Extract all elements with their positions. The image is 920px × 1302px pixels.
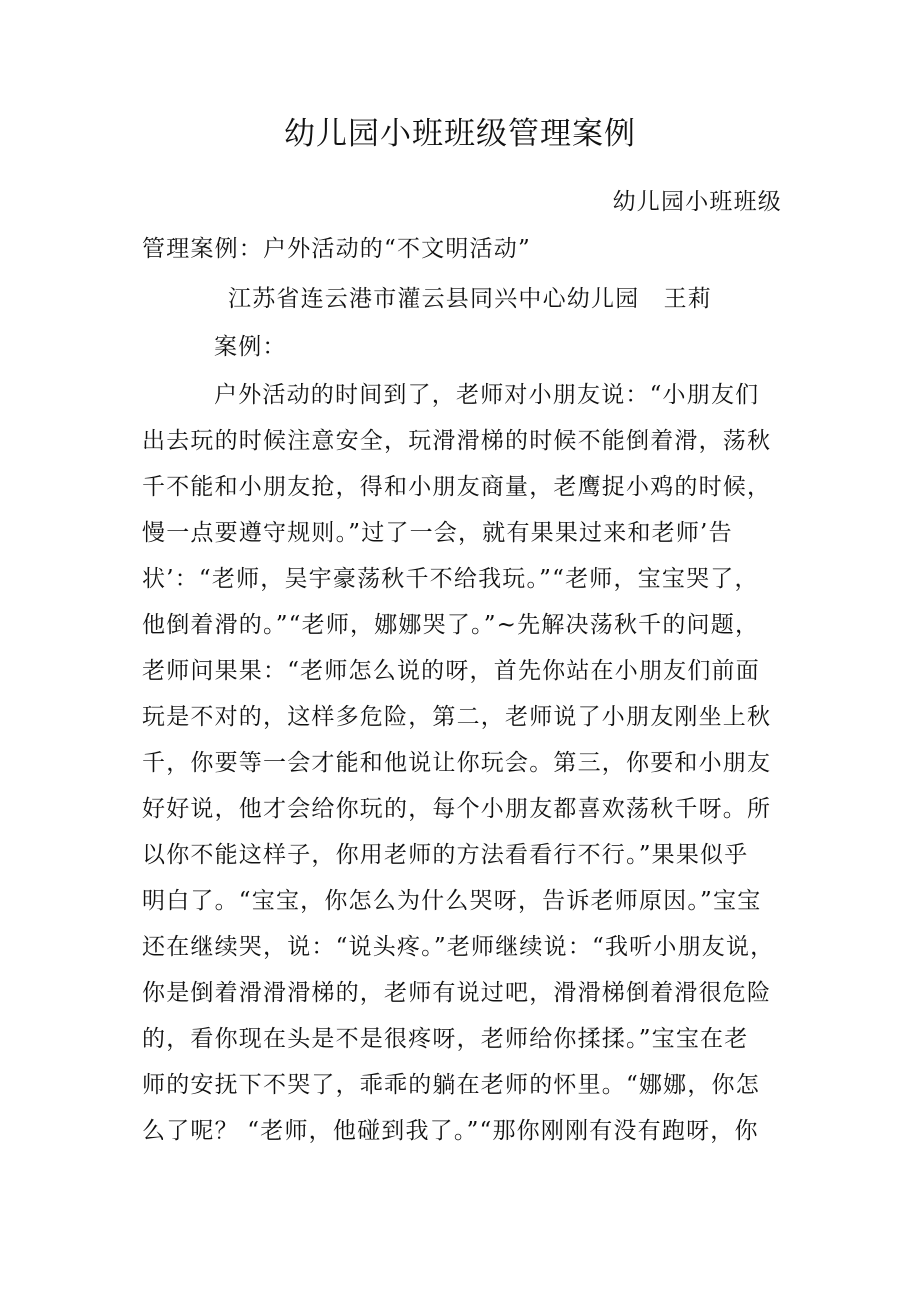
subtitle-right: 幼儿园小班班级 bbox=[612, 189, 782, 215]
body-line: 出去玩的时候注意安全，玩滑滑梯的时候不能倒着滑，荡秋 bbox=[142, 428, 772, 454]
body-line: 状’：“老师，吴宇豪荡秋千不给我玩。”“老师，宝宝哭了， bbox=[142, 566, 759, 592]
body-line: 么了呢？ “老师，他碰到我了。”“那你刚刚有没有跑呀，你 bbox=[142, 1118, 759, 1144]
subtitle-line: 管理案例：户外活动的“不文明活动” bbox=[142, 236, 531, 262]
body-line: 千不能和小朋友抢，得和小朋友商量，老鹰捉小鸡的时候， bbox=[142, 474, 772, 500]
body-line: 他倒着滑的。”“老师，娜娜哭了。”~先解决荡秋千的问题， bbox=[142, 612, 760, 638]
body-line: 老师问果果：“老师怎么说的呀，首先你站在小朋友们前面 bbox=[142, 658, 760, 684]
body-line: 的，看你现在头是不是很疼呀，老师给你揉揉。”宝宝在老 bbox=[142, 1026, 749, 1052]
body-line: 户外活动的时间到了，老师对小朋友说：“小朋友们 bbox=[214, 382, 760, 408]
body-line: 千，你要等一会才能和他说让你玩会。第三，你要和小朋友 bbox=[142, 750, 772, 776]
document-title: 幼儿园小班班级管理案例 bbox=[284, 116, 636, 152]
body-line: 以你不能这样子，你用老师的方法看看行不行。”果果似乎 bbox=[142, 842, 749, 868]
body-line: 明白了。“宝宝，你怎么为什么哭呀，告诉老师原因。”宝宝 bbox=[142, 888, 762, 914]
body-line: 慢一点要遵守规则。”过了一会，就有果果过来和老师’告 bbox=[142, 520, 733, 546]
case-label: 案例： bbox=[214, 334, 287, 360]
body-line: 好好说，他才会给你玩的，每个小朋友都喜欢荡秋千呀。所 bbox=[142, 796, 772, 822]
body-line: 还在继续哭，说：“说头疼。”老师继续说：“我听小朋友说， bbox=[142, 934, 775, 960]
author-line: 江苏省连云港市灌云县同兴中心幼儿园 王莉 bbox=[228, 286, 712, 312]
body-line: 师的安抚下不哭了，乖乖的躺在老师的怀里。“娜娜，你怎 bbox=[142, 1072, 760, 1098]
body-line: 你是倒着滑滑滑梯的，老师有说过吧，滑滑梯倒着滑很危险 bbox=[142, 980, 772, 1006]
body-line: 玩是不对的，这样多危险，第二，老师说了小朋友刚坐上秋 bbox=[142, 704, 772, 730]
